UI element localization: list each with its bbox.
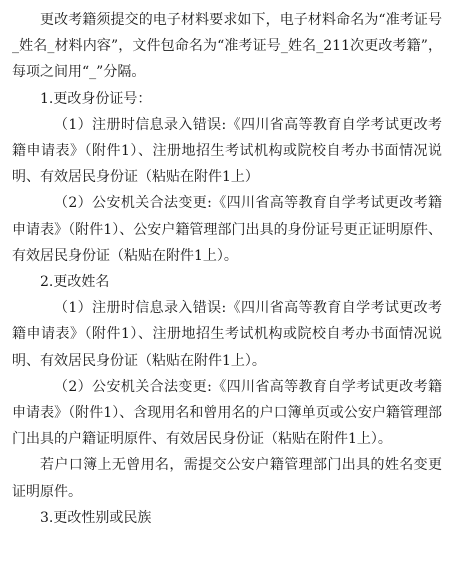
item-id-entry-error: （1）注册时信息录入错误:《四川省高等教育自学考试更改考籍申请表》（附件1）、注册地招生考试机构或院校自考办书面情况说明、有效居民身份证（粘贴在附件1上） [12,116,442,186]
name-change-note: 若户口簿上无曾用名，需提交公安户籍管理部门出具的姓名变更证明原件。 [12,457,442,500]
section-heading-gender-ethnicity: 3.更改性别或民族 [40,509,152,526]
intro-paragraph: 更改考籍须提交的电子材料要求如下，电子材料命名为“准考证号_姓名_材料内容”，文件包命名为“准考证号_姓名_211次更改考籍”，每项之间用“_”分隔。 [12,12,442,81]
section-heading-id-number: 1.更改身份证号： [40,90,152,107]
item-id-legal-change: （2）公安机关合法变更:《四川省高等教育自学考试更改考籍申请表》（附件1）、公安户籍管理部门出具的身份证号更正证明原件、有效居民身份证（粘贴在附件1上）。 [12,195,442,264]
section-heading-name: 2.更改姓名 [40,274,110,291]
item-name-entry-error: （1）注册时信息录入错误:《四川省高等教育自学考试更改考籍申请表》（附件1）、注册地招生考试机构或院校自考办书面情况说明、有效居民身份证（粘贴在附件1上）。 [12,300,442,369]
item-name-legal-change: （2）公安机关合法变更:《四川省高等教育自学考试更改考籍申请表》（附件1）、含现用名和曾用名的户口簿单页或公安户籍管理部门出具的户籍证明原件、有效居民身份证（粘贴在附件1上）。 [12,378,442,448]
